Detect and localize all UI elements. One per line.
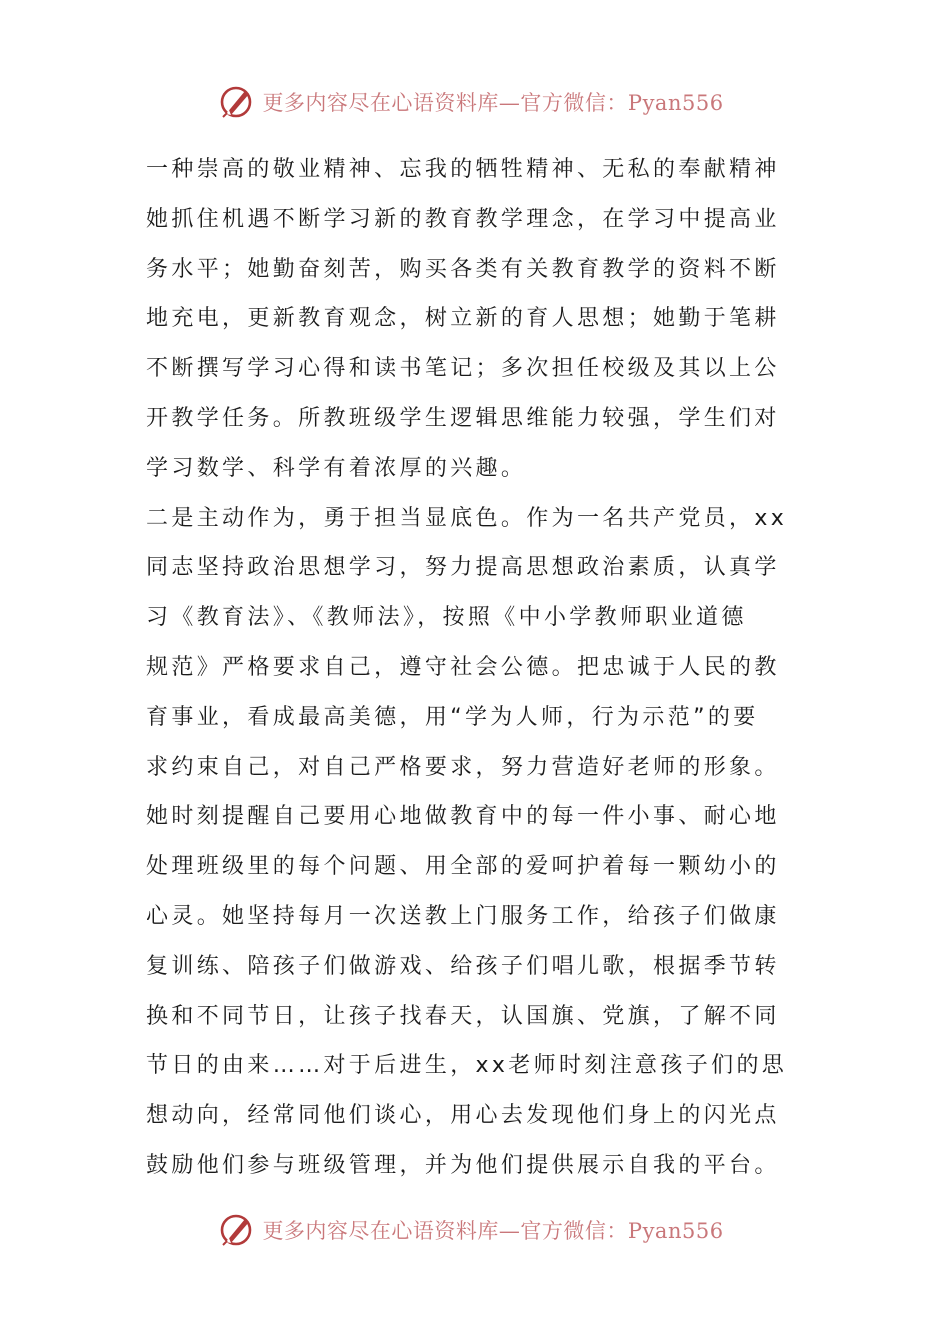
- body-line: 她抓住机遇不断学习新的教育教学理念，在学习中提高业: [146, 206, 780, 232]
- body-line: 心灵。她坚持每月一次送教上门服务工作，给孩子们做康: [146, 903, 780, 929]
- body-line: 想动向，经常同他们谈心，用心去发现他们身上的闪光点: [146, 1103, 780, 1129]
- body-line: 开教学任务。所教班级学生逻辑思维能力较强，学生们对: [146, 405, 780, 431]
- pen-circle-logo-icon: [218, 1212, 254, 1248]
- body-line: 二是主动作为，勇于担当显底色。作为一名共产党员，xx: [146, 505, 788, 531]
- body-line: 换和不同节日，让孩子找春天，认国旗、党旗，了解不同: [146, 1003, 780, 1029]
- document-body: [146, 145, 806, 1191]
- body-line: 务水平；她勤奋刻苦，购买各类有关教育教学的资料不断: [146, 256, 780, 282]
- footer-banner-content: [218, 1212, 723, 1248]
- body-line: 处理班级里的每个问题、用全部的爱呵护着每一颗幼小的: [146, 854, 780, 880]
- pen-circle-logo-icon: [218, 84, 254, 120]
- header-banner-text: 更多内容尽在心语资料库—官方微信：Pyan556: [262, 91, 724, 115]
- header-banner-content: [218, 84, 723, 120]
- body-line: 她时刻提醒自己要用心地做教育中的每一件小事、耐心地: [146, 804, 780, 830]
- body-line: 鼓励他们参与班级管理，并为他们提供展示自我的平台。: [146, 1152, 780, 1178]
- body-line: 一种崇高的敬业精神、忘我的牺牲精神、无私的奉献精神: [146, 157, 780, 182]
- body-line: 学习数学、科学有着浓厚的兴趣。: [146, 455, 527, 481]
- body-line: 育事业，看成最高美德，用“学为人师，行为示范”的要: [146, 704, 759, 730]
- body-line: 地充电，更新教育观念，树立新的育人思想；她勤于笔耕: [146, 306, 780, 332]
- body-line: 不断撰写学习心得和读书笔记；多次担任校级及其以上公: [146, 356, 780, 382]
- footer-banner: [0, 1208, 950, 1252]
- body-line: 规范》严格要求自己，遵守社会公德。把忠诚于人民的教: [146, 654, 780, 680]
- body-line: 复训练、陪孩子们做游戏、给孩子们唱儿歌，根据季节转: [146, 953, 780, 979]
- header-banner: [0, 80, 950, 124]
- body-line: 求约束自己，对自己严格要求，努力营造好老师的形象。: [146, 754, 780, 780]
- body-line: 同志坚持政治思想学习，努力提高思想政治素质，认真学: [146, 555, 780, 581]
- body-line: 习《教育法》、《教师法》，按照《中小学教师职业道德: [146, 605, 747, 631]
- body-line: 节日的由来……对于后进生，xx老师时刻注意孩子们的思: [146, 1053, 788, 1079]
- footer-banner-text: 更多内容尽在心语资料库—官方微信：Pyan556: [262, 1219, 724, 1243]
